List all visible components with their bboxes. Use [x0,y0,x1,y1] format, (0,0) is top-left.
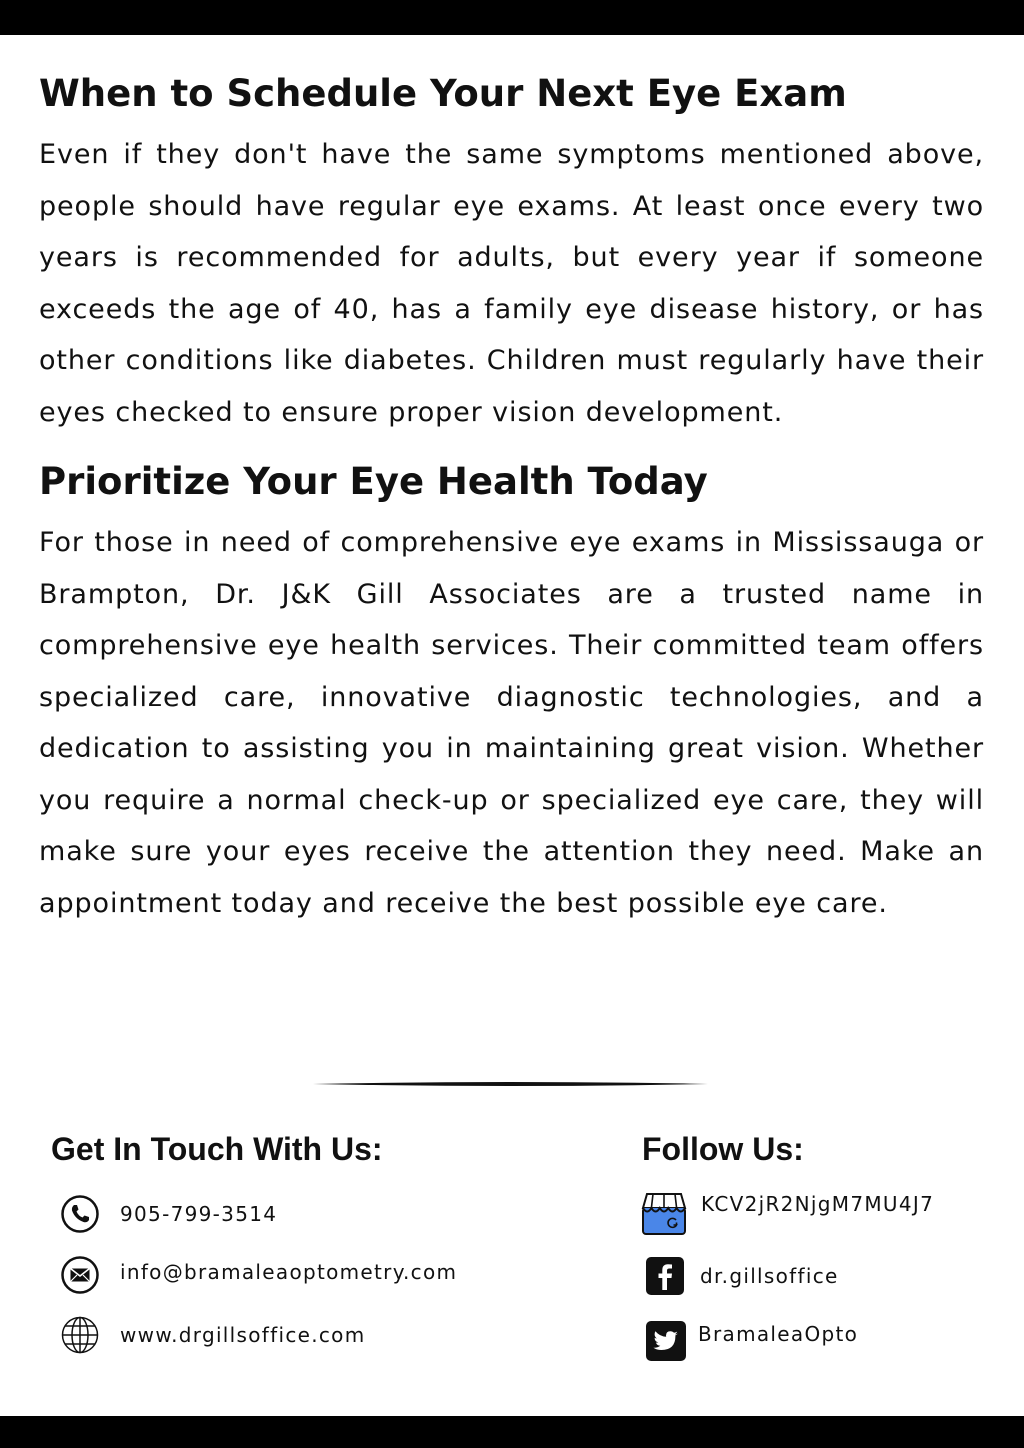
globe-icon [60,1315,100,1355]
article-content [39,70,984,929]
website-row[interactable] [60,1315,366,1355]
section-paragraph-prioritize: For those in need of comprehensive eye exams in Mississauga or Brampton, Dr. J&K Gill Associates are a trusted name in comprehensive eye health services. Their committed team offers specialized care, innovative diagnostic technologies, and a dedication to assisting you in maintaining great vision. Whether you require a normal check-up or specialized eye care, they will make sure your eyes receive the attention they need. Make an appointment today and receive the best possible eye care. [39,527,984,919]
facebook-row[interactable] [645,1256,839,1296]
decorative-divider [313,1080,708,1088]
follow-heading: Follow Us: [642,1131,804,1167]
facebook-handle[interactable]: dr.gillsoffice [700,1264,839,1288]
phone-row[interactable] [60,1194,277,1234]
email-row[interactable] [60,1255,457,1295]
email-icon [60,1255,100,1295]
section-heading-prioritize: Prioritize Your Eye Health Today [39,460,708,503]
twitter-handle[interactable]: BramaleaOpto [698,1322,859,1346]
facebook-icon [645,1256,685,1296]
phone-icon [60,1194,100,1234]
twitter-row[interactable] [645,1320,858,1362]
website-url[interactable]: www.drgillsoffice.com [120,1323,366,1347]
top-border-bar [0,0,1024,35]
contact-heading: Get In Touch With Us: [51,1131,383,1167]
section-heading-schedule: When to Schedule Your Next Eye Exam [39,72,847,115]
twitter-icon [645,1320,687,1362]
google-business-row[interactable] [640,1190,934,1236]
email-address[interactable]: info@bramaleaoptometry.com [120,1260,458,1284]
bottom-border-bar [0,1416,1024,1448]
section-paragraph-schedule: Even if they don't have the same symptoms mentioned above, people should have regular eye exams. At least once every two years is recommended for adults, but every year if someone exceeds the age of 40, has a family eye disease history, or has other conditions like diabetes. Children must regularly have their eyes checked to ensure proper vision development. [39,139,984,428]
google-business-id[interactable]: KCV2jR2NjgM7MU4J7 [701,1192,935,1216]
google-business-icon [640,1190,688,1236]
phone-number[interactable]: 905-799-3514 [120,1202,278,1226]
